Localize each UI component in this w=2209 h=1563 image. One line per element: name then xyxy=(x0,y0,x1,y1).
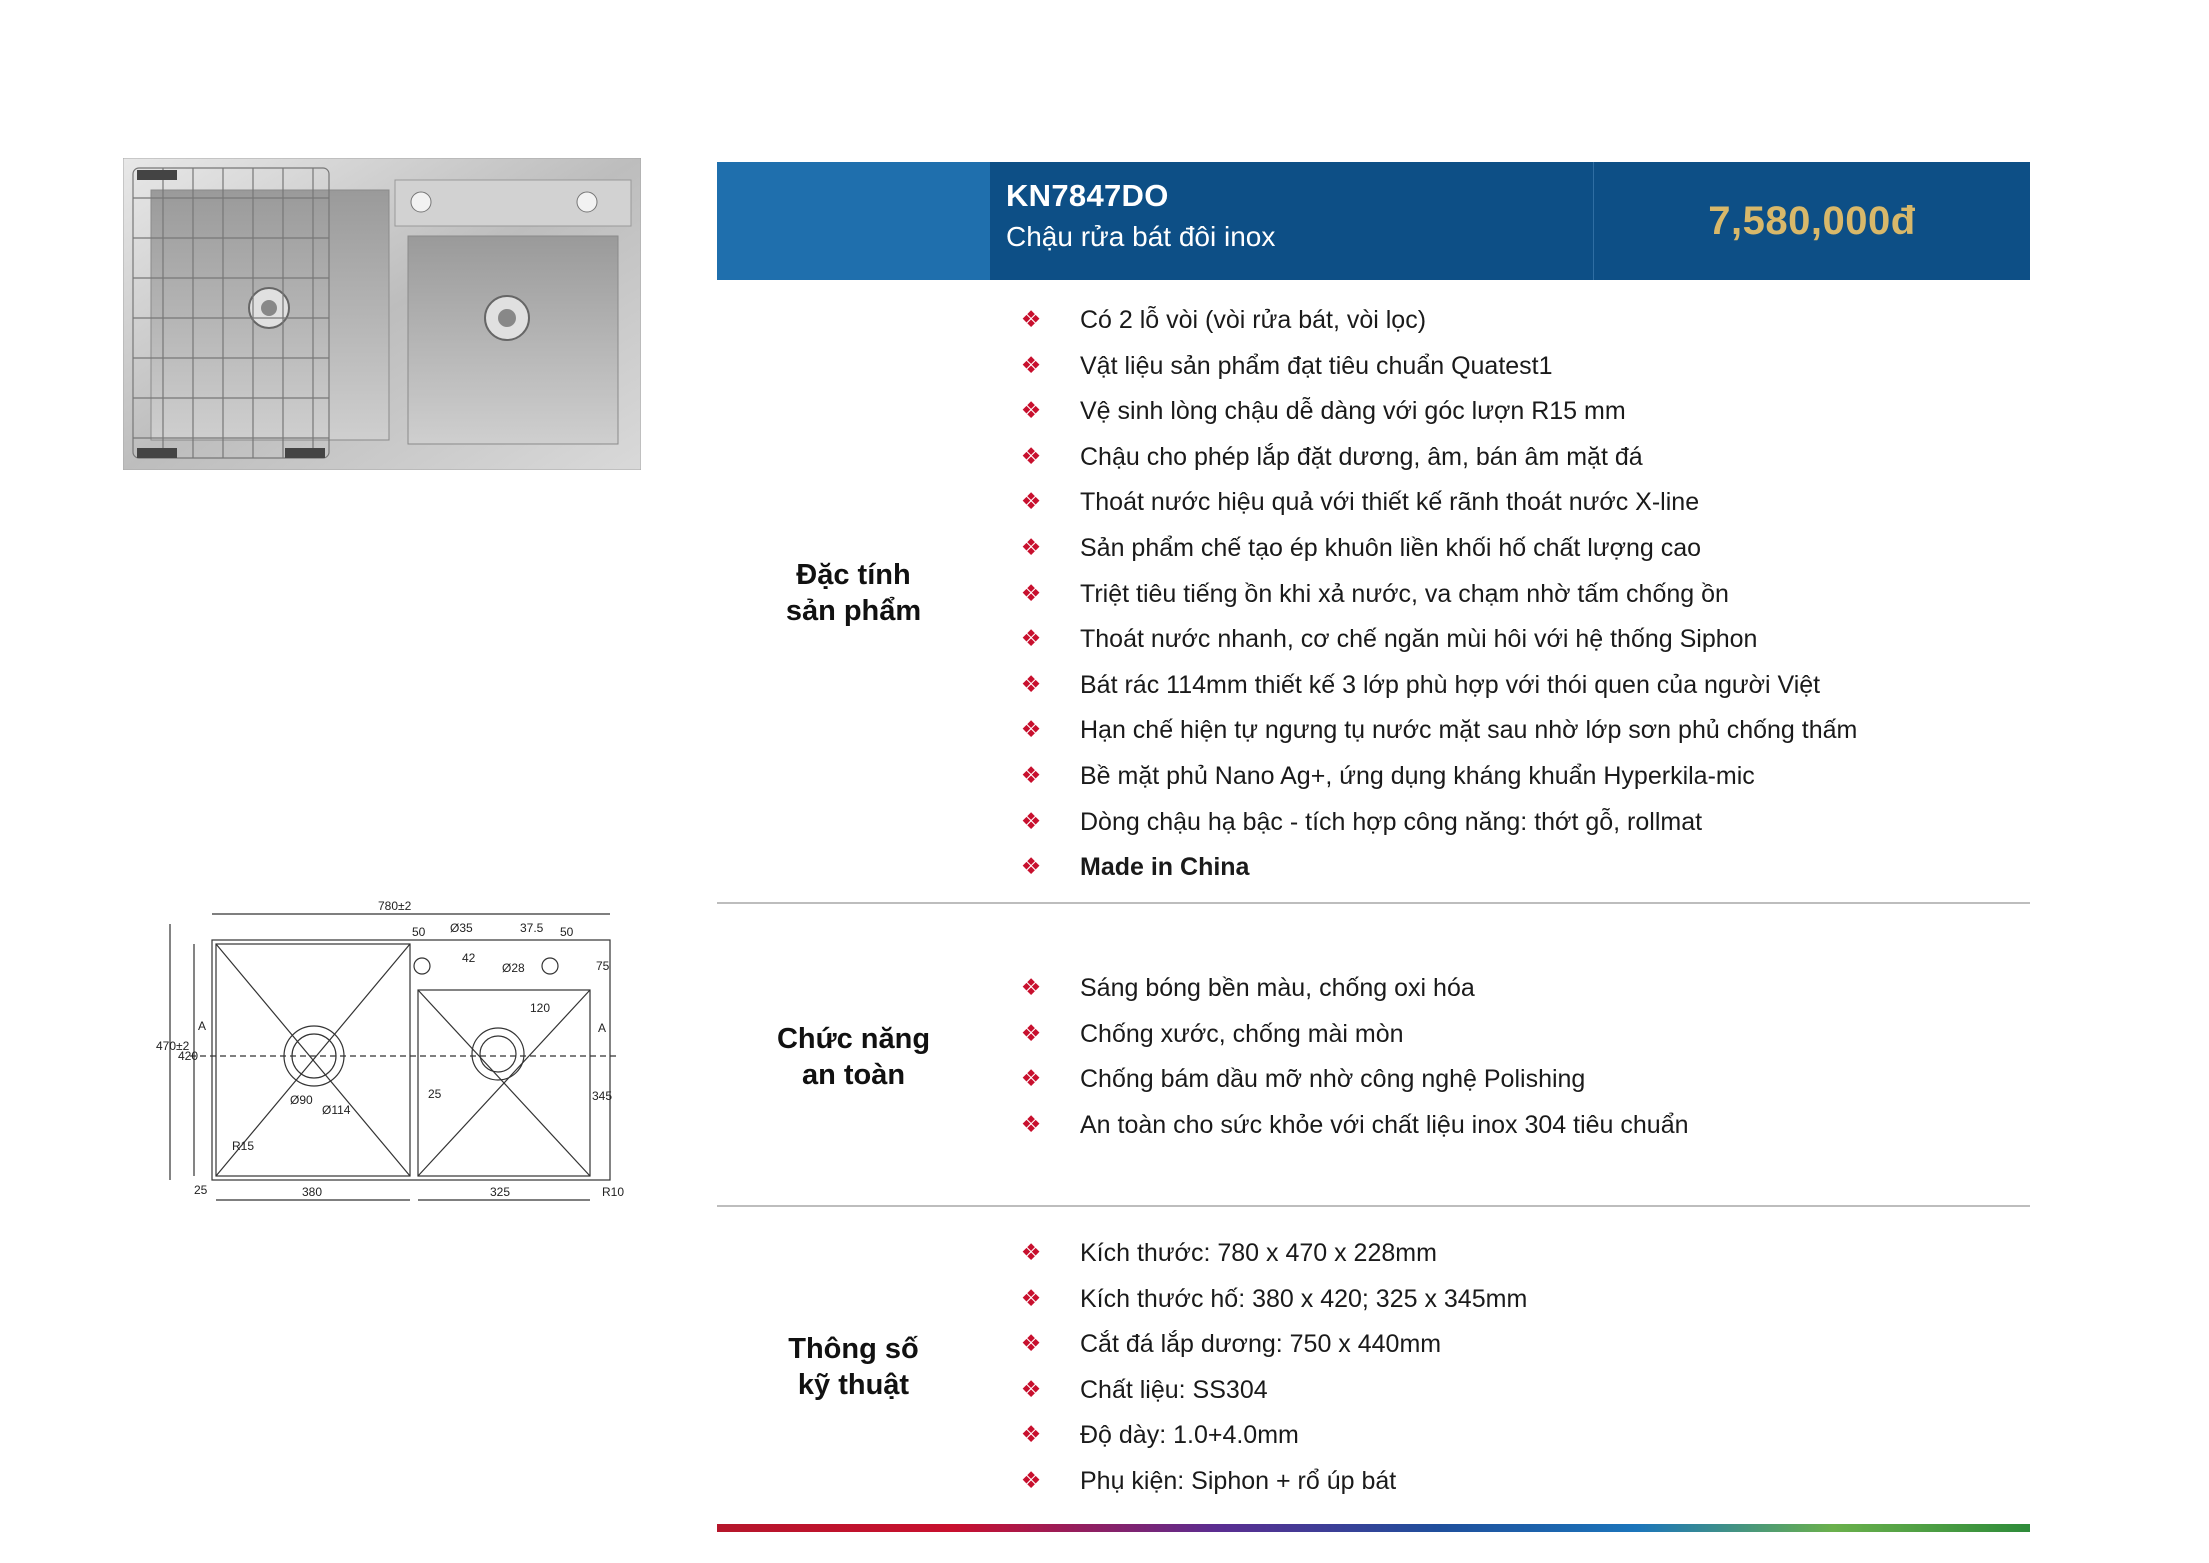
dim-left-bowl: 380 xyxy=(302,1185,323,1199)
dim-overall-height: 470±2 xyxy=(156,1039,190,1053)
product-price: 7,580,000đ xyxy=(1708,198,1916,243)
product-model: KN7847DO xyxy=(1006,178,1169,213)
diamond-cluster-icon: ❖ xyxy=(1020,1020,1042,1047)
diamond-cluster-icon: ❖ xyxy=(1020,580,1042,607)
product-header xyxy=(717,162,2030,280)
diamond-cluster-icon: ❖ xyxy=(1020,398,1042,425)
dim-42: 42 xyxy=(462,951,476,965)
features-label-line1: Đặc tính xyxy=(796,559,911,591)
dim-offset1: 50 xyxy=(412,925,426,939)
section-a-right: A xyxy=(598,1021,607,1035)
header-left-band xyxy=(717,162,990,280)
dim-drain-d1: Ø90 xyxy=(290,1093,313,1107)
diamond-cluster-icon: ❖ xyxy=(1020,352,1042,379)
dim-overall-width: 780±2 xyxy=(378,900,412,913)
diamond-cluster-icon: ❖ xyxy=(1020,307,1042,333)
safety-label-line1: Chức năng xyxy=(776,1023,931,1055)
features-label xyxy=(717,557,990,629)
diamond-cluster-icon: ❖ xyxy=(1020,534,1042,561)
diamond-cluster-icon: ❖ xyxy=(1020,1467,1042,1494)
dim-drain-d2: Ø114 xyxy=(322,1103,351,1117)
dim-edge: 25 xyxy=(194,1183,208,1197)
features-label-line2: sản phẩm xyxy=(785,595,922,627)
safety-label xyxy=(717,1021,990,1093)
diamond-cluster-icon: ❖ xyxy=(1020,1422,1042,1449)
dim-depth1: 37.5 xyxy=(520,921,544,935)
diamond-cluster-icon: ❖ xyxy=(1020,671,1042,698)
dim-right-bowl-h: 345 xyxy=(592,1089,613,1103)
diamond-cluster-icon: ❖ xyxy=(1020,1111,1042,1138)
section-a-left: A xyxy=(198,1019,207,1033)
section-divider xyxy=(717,1205,2030,1207)
dim-tap-d: Ø35 xyxy=(450,921,473,935)
dim-25: 25 xyxy=(428,1087,442,1101)
product-photo xyxy=(123,158,641,470)
footer-gradient-bar xyxy=(717,1524,2030,1532)
diamond-cluster-icon: ❖ xyxy=(1020,443,1042,470)
dim-r15: R15 xyxy=(232,1139,255,1153)
dim-offset2: 50 xyxy=(560,925,574,939)
specs-label xyxy=(717,1331,990,1403)
technical-drawing xyxy=(150,900,630,1210)
dim-75: 75 xyxy=(596,959,610,973)
diamond-cluster-icon: ❖ xyxy=(1020,762,1042,789)
product-name: Chậu rửa bát đôi inox xyxy=(1006,221,1276,252)
diamond-cluster-icon: ❖ xyxy=(1020,1066,1042,1093)
dim-120: 120 xyxy=(530,1001,551,1015)
diamond-cluster-icon: ❖ xyxy=(1020,975,1042,1001)
specs-label-line1: Thông số xyxy=(788,1333,919,1365)
dim-r10: R10 xyxy=(602,1185,625,1199)
dim-tap-d2: Ø28 xyxy=(502,961,525,975)
diamond-cluster-icon: ❖ xyxy=(1020,489,1042,516)
specs-label-line2: kỹ thuật xyxy=(797,1369,910,1401)
diamond-cluster-icon: ❖ xyxy=(1020,1285,1042,1312)
section-divider xyxy=(717,902,2030,904)
diamond-cluster-icon: ❖ xyxy=(1020,1376,1042,1403)
diamond-cluster-icon: ❖ xyxy=(1020,717,1042,744)
diamond-cluster-icon: ❖ xyxy=(1020,1240,1042,1266)
dim-inner-height: 420 xyxy=(178,1049,199,1063)
diamond-cluster-icon: ❖ xyxy=(1020,854,1042,881)
diamond-cluster-icon: ❖ xyxy=(1020,1331,1042,1358)
safety-label-line2: an toàn xyxy=(801,1059,906,1091)
dim-right-bowl: 325 xyxy=(490,1185,511,1199)
diamond-cluster-icon: ❖ xyxy=(1020,626,1042,653)
diamond-cluster-icon: ❖ xyxy=(1020,808,1042,835)
